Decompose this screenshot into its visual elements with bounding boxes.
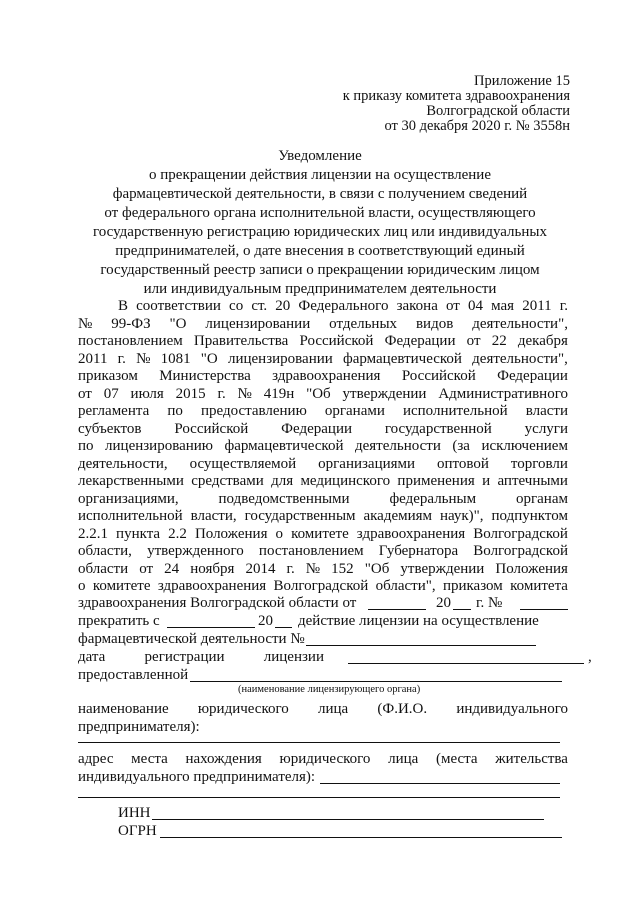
word: применения — [397, 473, 475, 489]
paragraph-line — [78, 455, 568, 473]
date-blank[interactable] — [368, 608, 426, 610]
word: видов — [415, 315, 454, 332]
title-line: государственную регистрацию юридических лиц или индивидуальных — [93, 224, 547, 240]
word: 20 — [275, 298, 291, 314]
word: субъектов — [78, 420, 142, 437]
word: № — [136, 350, 151, 367]
word: регламента — [78, 403, 150, 419]
word: № — [78, 315, 93, 332]
paragraph-line — [78, 507, 568, 525]
word: о — [275, 525, 284, 542]
word: деятельности", — [472, 315, 568, 332]
word: Положения — [495, 560, 568, 577]
word: 99-ФЗ — [111, 315, 151, 332]
word: деятельности — [354, 438, 441, 454]
title-line: предпринимателей, о дате внесения в соответствующий единый — [115, 243, 525, 259]
paragraph-line — [78, 332, 568, 350]
name-blank[interactable] — [78, 741, 560, 743]
word: 04 — [467, 298, 483, 314]
word: органами — [324, 403, 385, 419]
word: места — [131, 751, 168, 767]
word: Волгоградской — [273, 578, 369, 594]
word: услуги — [524, 420, 568, 437]
word: предоставлению — [200, 403, 307, 419]
word: утвержденного — [147, 543, 244, 559]
word: закона — [396, 298, 438, 314]
word: юридического — [279, 751, 371, 767]
word: постановлением — [258, 543, 364, 559]
stop-year-blank[interactable] — [275, 626, 292, 628]
word: Положения — [194, 525, 268, 542]
word: ст. — [251, 298, 268, 314]
word: Волгоградской — [473, 525, 568, 542]
word: подпунктом — [491, 508, 568, 524]
ogrn-blank[interactable] — [160, 836, 562, 838]
word: лицензированию — [105, 438, 214, 454]
word: "О — [200, 350, 218, 367]
year-blank[interactable] — [453, 608, 471, 610]
word: организациями — [318, 455, 416, 472]
title-line: государственный реестр записи о прекращении юридическим лицом — [100, 262, 540, 278]
word: лица — [317, 701, 349, 717]
word: адрес — [78, 751, 114, 767]
paragraph-line — [78, 350, 568, 368]
word: г. — [559, 298, 568, 314]
word: здравоохранения — [157, 578, 267, 594]
word: комитете — [92, 578, 151, 594]
word: Федерации — [384, 333, 456, 349]
word: "О — [169, 315, 187, 332]
header-line: к приказу комитета здравоохранения — [342, 88, 570, 104]
date-number-label: г. № — [476, 595, 503, 611]
paragraph-line — [78, 402, 568, 420]
word: 1081 — [160, 350, 191, 367]
word: утверждении — [400, 560, 485, 577]
word: г. — [117, 350, 126, 367]
word: 419н — [263, 385, 295, 402]
inn-blank[interactable] — [152, 818, 544, 820]
word: средствами — [191, 473, 264, 489]
paragraph-line — [78, 472, 568, 490]
word: лекарственными — [78, 473, 184, 489]
name-label — [78, 700, 568, 718]
word: наименование — [78, 701, 169, 717]
word: академиям — [363, 508, 433, 524]
date-year: 20 — [436, 595, 451, 611]
paragraph-line — [118, 297, 568, 315]
word: В — [118, 298, 129, 314]
word: федеральным — [389, 490, 477, 507]
word: Российской — [174, 420, 249, 437]
header-line: Приложение 15 — [474, 73, 570, 89]
name-label-cont: предпринимателя): — [78, 719, 200, 735]
word: и — [482, 473, 491, 489]
paragraph-line — [78, 437, 568, 455]
header-line: Волгоградской области — [426, 103, 570, 119]
address-label-cont: индивидуального предпринимателя): — [78, 769, 316, 785]
stop-year: 20 — [258, 613, 273, 629]
reg-comma: , — [588, 649, 592, 665]
organ-caption: (наименование лицензирующего органа) — [238, 684, 421, 695]
word: о — [78, 578, 86, 594]
title-line: или индивидуальным предпринимателем деятельности — [143, 281, 497, 297]
word: 2015 — [175, 385, 206, 402]
word: комитете — [291, 525, 349, 542]
document-title: Уведомление — [278, 148, 362, 164]
paragraph-line — [78, 490, 568, 508]
inn-label: ИНН — [118, 805, 151, 821]
word: Российской — [299, 333, 374, 349]
word: государственной — [384, 420, 492, 437]
organ-blank[interactable] — [190, 680, 562, 682]
word: лица — [388, 751, 419, 767]
word: государственным — [244, 508, 356, 524]
word: отдельных — [329, 315, 398, 332]
word: от — [139, 560, 154, 577]
number-blank[interactable] — [520, 608, 568, 610]
word: (места — [436, 751, 478, 767]
word: осуществляемой — [189, 455, 297, 472]
address-blank[interactable] — [320, 782, 560, 784]
word: по — [78, 438, 94, 454]
word: (Ф.И.О. — [377, 701, 428, 717]
word: от — [466, 333, 481, 349]
word: исполнительной — [402, 403, 508, 419]
word: исключением — [481, 438, 568, 454]
word: Волгоградской — [473, 543, 568, 559]
paragraph-line — [78, 367, 568, 385]
word: июля — [130, 385, 164, 402]
word: 24 — [164, 560, 180, 577]
ogrn-label: ОГРН — [118, 823, 157, 839]
paragraph-line — [78, 560, 568, 578]
word: по — [167, 403, 183, 419]
word: торговли — [510, 455, 568, 472]
stop-prefix: прекратить с — [78, 613, 160, 629]
word: для — [271, 473, 294, 489]
word: № — [305, 560, 321, 577]
paragraph-line — [78, 315, 568, 333]
word: аптечными — [497, 473, 568, 489]
reg-date-blank[interactable] — [348, 662, 584, 664]
word: 2014 — [245, 560, 276, 577]
word: фармацевтической — [224, 438, 344, 454]
title-line: от федерального органа исполнительной власти, осуществляющего — [104, 205, 536, 221]
word: индивидуального — [456, 701, 568, 717]
word: ноября — [190, 560, 235, 577]
word: организациями, — [78, 490, 179, 507]
word: приказом — [442, 578, 503, 594]
word: 2011 — [522, 298, 552, 314]
paragraph-line — [78, 420, 568, 438]
paragraph-line — [78, 542, 568, 560]
paragraph-line — [78, 577, 568, 595]
word: приказом — [78, 368, 138, 384]
word: Министерства — [159, 368, 251, 384]
word: 2.2 — [168, 525, 187, 542]
word: Административного — [438, 385, 568, 402]
word: регистрации — [144, 649, 225, 665]
word: власти — [525, 403, 568, 419]
word: 22 — [491, 333, 507, 349]
word: здравоохранения — [356, 525, 466, 542]
word: органам — [515, 490, 568, 507]
stop-end: действие лицензии на осуществление — [298, 613, 539, 629]
word: Федерации — [497, 368, 568, 384]
stop-date-blank[interactable] — [167, 626, 255, 628]
date-line-text: здравоохранения Волгоградской области от — [78, 595, 357, 611]
word: юридического — [197, 701, 289, 717]
word: здравоохранения — [272, 368, 381, 384]
word: от — [78, 385, 92, 402]
word: утверждении — [342, 385, 427, 402]
word: деятельности, — [78, 455, 168, 472]
word: от — [446, 298, 460, 314]
word: "Об — [306, 385, 331, 402]
word: области, — [78, 543, 132, 559]
word: жительства — [495, 751, 568, 767]
word: лицензировании — [227, 350, 333, 367]
paragraph-line — [78, 385, 568, 403]
reg-date-label — [78, 648, 324, 666]
address-blank-2[interactable] — [78, 796, 560, 798]
word: "Об — [364, 560, 390, 577]
word: мая — [491, 298, 515, 314]
word: 152 — [331, 560, 354, 577]
word: власти, — [190, 508, 237, 524]
word: оптовой — [437, 455, 489, 472]
word: исполнительной — [78, 508, 183, 524]
word: Федерального — [298, 298, 389, 314]
word: лицензировании — [205, 315, 311, 332]
word: области — [78, 560, 129, 577]
word: со — [229, 298, 244, 314]
word: Правительства — [193, 333, 289, 349]
word: фармацевтической — [342, 350, 462, 367]
title-line: о прекращении действия лицензии на осуществление — [149, 167, 491, 183]
word: пункта — [116, 525, 161, 542]
word: Губернатора — [378, 543, 459, 559]
word: соответствии — [136, 298, 221, 314]
paragraph-line — [78, 525, 568, 543]
word: области", — [375, 578, 436, 594]
title-line: фармацевтической деятельности, в связи с получением сведений — [112, 186, 528, 202]
address-label — [78, 750, 568, 768]
word: наук)", — [439, 508, 484, 524]
word: лицензии — [263, 649, 324, 665]
word: № — [237, 385, 252, 402]
activity-label: фармацевтической деятельности № — [78, 631, 305, 647]
word: (за — [452, 438, 470, 454]
word: медицинского — [300, 473, 391, 489]
word: Федерации — [281, 420, 352, 437]
word: 2011 — [78, 350, 108, 367]
word: Российской — [401, 368, 476, 384]
provided-label: предоставленной — [78, 667, 189, 683]
word: дата — [78, 649, 106, 665]
word: комитета — [510, 578, 568, 594]
word: нахождения — [185, 751, 262, 767]
word: 07 — [103, 385, 119, 402]
word: деятельности", — [472, 350, 568, 367]
word: г. — [286, 560, 295, 577]
license-number-blank[interactable] — [306, 644, 536, 646]
word: постановлением — [78, 333, 183, 349]
word: г. — [217, 385, 226, 402]
word: 2.2.1 — [78, 525, 108, 542]
word: подведомственными — [218, 490, 350, 507]
word: декабря — [517, 333, 568, 349]
header-line: от 30 декабря 2020 г. № 3558н — [384, 118, 570, 134]
